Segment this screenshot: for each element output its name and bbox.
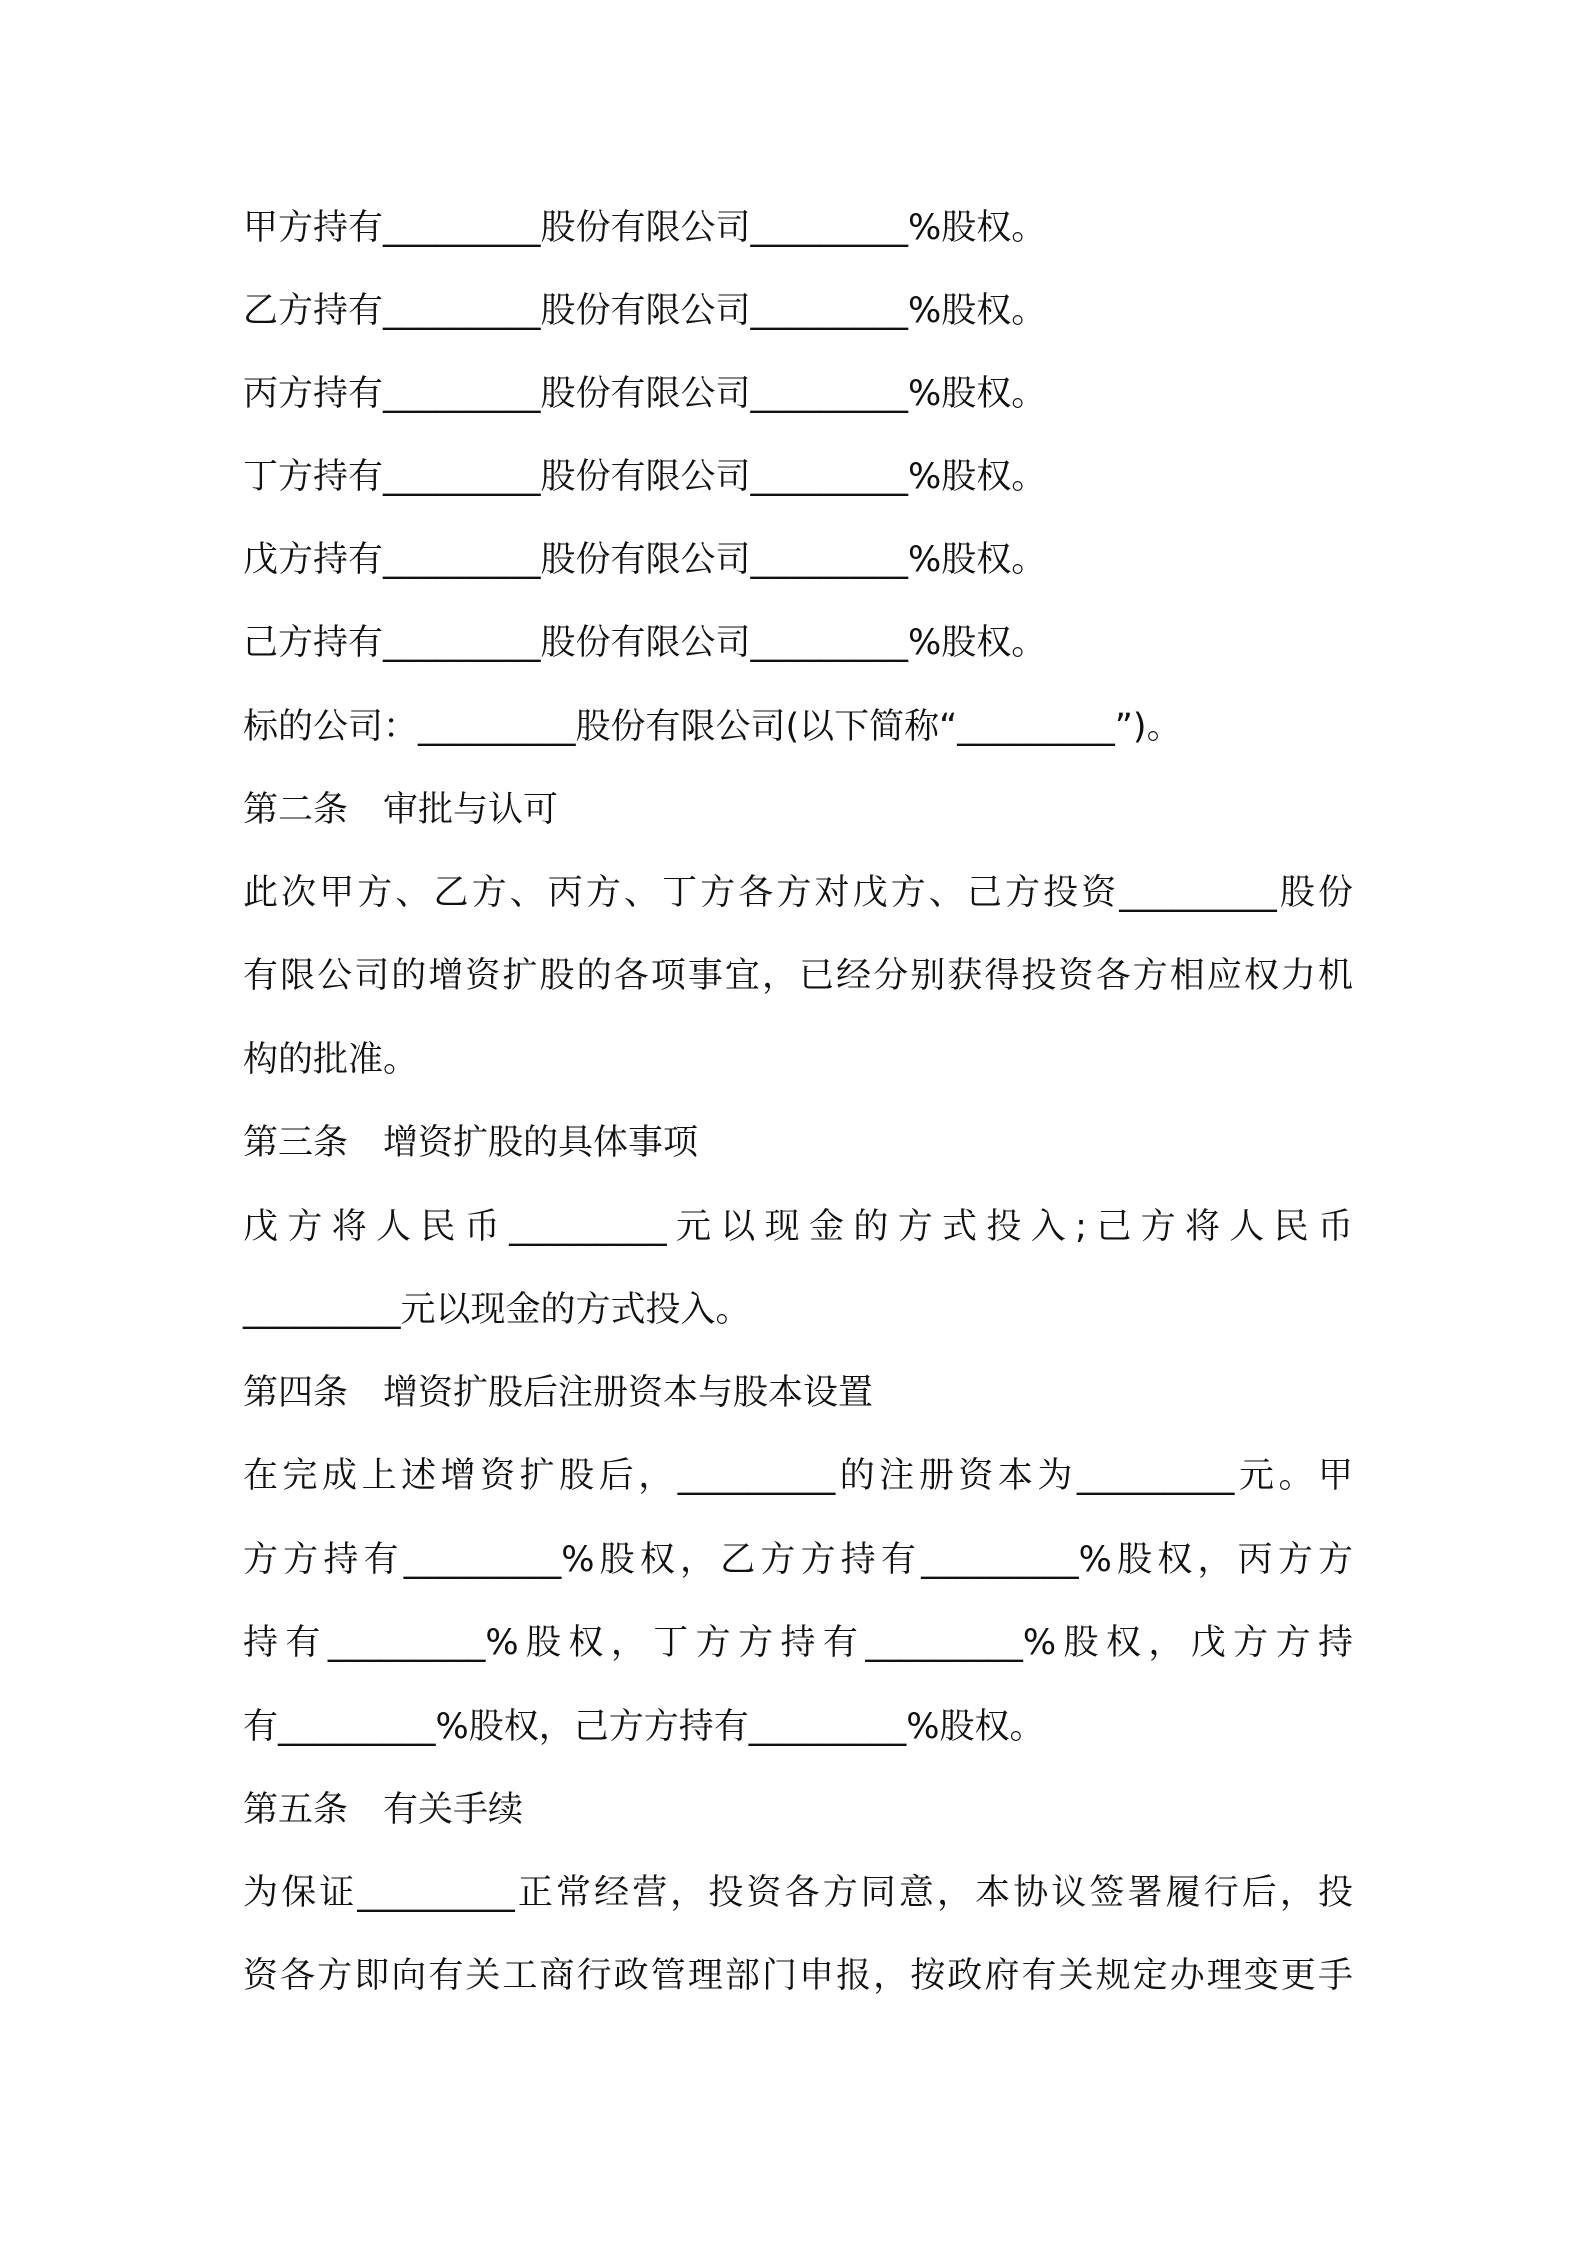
article3-heading: 第三条 增资扩股的具体事项 [243,1123,699,1163]
share-line-bing: 丙方持有_________股份有限公司_________%股权。 [243,374,1047,414]
target-company-line: 标的公司：_________股份有限公司(以下简称“_________”)。 [243,707,1182,747]
article2-line: 有限公司的增资扩股的各项事宜，已经分别获得投资各方相应权力机 [243,956,1353,996]
article3-line: 戊方将人民币_________元以现金的方式投入;己方将人民币 [243,1207,1353,1247]
share-line-yi: 乙方持有_________股份有限公司_________%股权。 [243,291,1047,331]
article5-heading: 第五条 有关手续 [243,1790,524,1830]
share-line-ding: 丁方持有_________股份有限公司_________%股权。 [243,457,1047,497]
article5-line: 资各方即向有关工商行政管理部门申报，按政府有关规定办理变更手 [243,1956,1353,1996]
article2-heading: 第二条 审批与认可 [243,790,559,830]
share-line-ji: 己方持有_________股份有限公司_________%股权。 [243,623,1047,663]
article2-line: 构的批准。 [243,1040,419,1080]
article4-line: 在完成上述增资扩股后，_________的注册资本为_________元。甲 [243,1456,1353,1496]
share-line-jia: 甲方持有_________股份有限公司_________%股权。 [243,208,1047,248]
article5-line: 为保证_________正常经营，投资各方同意，本协议签署履行后，投 [243,1873,1353,1913]
article4-line: 方方持有_________%股权，乙方方持有_________%股权，丙方方 [243,1540,1353,1580]
article3-line: _________元以现金的方式投入。 [243,1290,751,1330]
article4-line: 有_________%股权，己方方持有_________%股权。 [243,1707,1045,1747]
article2-line: 此次甲方、乙方、丙方、丁方各方对戊方、己方投资_________股份 [243,873,1353,913]
article4-heading: 第四条 增资扩股后注册资本与股本设置 [243,1373,874,1413]
share-line-wu: 戊方持有_________股份有限公司_________%股权。 [243,540,1047,580]
article4-line: 持有_________%股权，丁方方持有_________%股权，戊方方持 [243,1623,1353,1663]
